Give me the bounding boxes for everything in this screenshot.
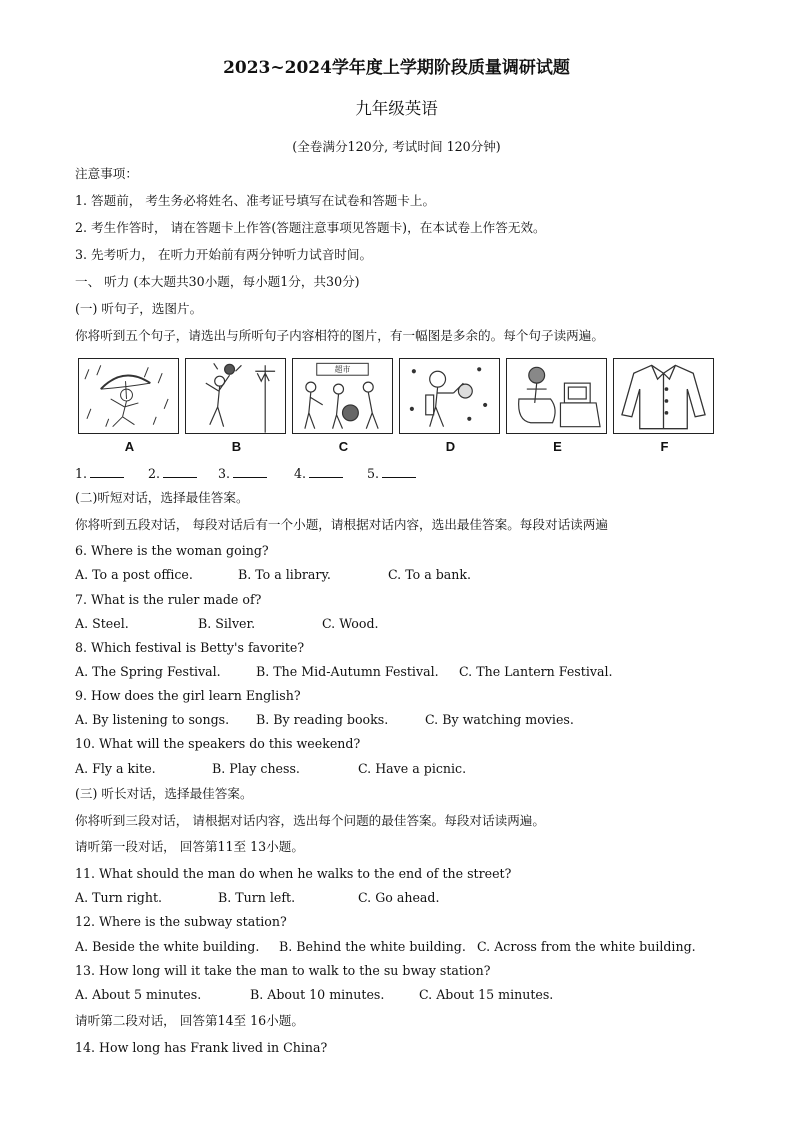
- part1-heading: 一、 听力 (本大题共30小题，每小题1分，共30分): [75, 274, 360, 289]
- supermarket-shoppers-icon: [292, 358, 393, 454]
- section3-heading: (三) 听长对话，选择最佳答案。: [75, 786, 253, 801]
- answer-blank-2[interactable]: [148, 465, 197, 482]
- blank-number: 3.: [218, 466, 231, 481]
- question-14: 14. How long has Frank lived in China?: [75, 1040, 328, 1055]
- notice-item: 3. 先考听力， 在听力开始前有两分钟听力试音时间。: [75, 247, 373, 262]
- picture-label: B: [231, 439, 242, 454]
- basketball-player-icon: [185, 358, 286, 454]
- picture-label: C: [338, 439, 349, 454]
- option-c: C. About 15 minutes.: [419, 987, 554, 1002]
- question-12: 12. Where is the subway station?: [75, 914, 287, 929]
- blank-number: 5.: [367, 466, 380, 481]
- question-7: 7. What is the ruler made of?: [75, 592, 262, 607]
- question-8: 8. Which festival is Betty's favorite?: [75, 640, 305, 655]
- jacket-icon: [613, 358, 714, 454]
- exam-note: (全卷满分120分, 考试时间 120分钟): [292, 139, 501, 154]
- answer-blank-5[interactable]: [367, 465, 416, 482]
- question-9: 9. How does the girl learn English?: [75, 688, 301, 703]
- question-10: 10. What will the speakers do this weekend?: [75, 736, 361, 751]
- option-a: A. Steel.: [75, 616, 129, 631]
- subject-title: 九年级英语: [355, 99, 438, 118]
- option-c: C. Go ahead.: [358, 890, 440, 905]
- answer-blank-4[interactable]: [294, 465, 343, 482]
- question-13: 13. How long will it take the man to walk to the su bway station?: [75, 963, 491, 978]
- picture-options: [78, 358, 714, 454]
- option-c: C. To a bank.: [388, 567, 472, 582]
- section3-instruction: 你将听到三段对话， 请根据对话内容，选出每个问题的最佳答案。每段对话读两遍。: [75, 813, 545, 828]
- section2-instruction: 你将听到五段对话， 每段对话后有一个小题，请根据对话内容，选出最佳答案。每段对话读两遍: [75, 517, 608, 532]
- option-b: B. Turn left.: [218, 890, 296, 905]
- option-b: B. Silver.: [198, 616, 256, 631]
- section1-heading: (一) 听句子，选图片。: [75, 301, 203, 316]
- boy-computer-icon: [506, 358, 607, 454]
- girl-lantern-icon: [399, 358, 500, 454]
- option-a: A. The Spring Festival.: [75, 664, 221, 679]
- question-6: 6. Where is the woman going?: [75, 543, 269, 558]
- blank-number: 4.: [294, 466, 307, 481]
- option-a: A. Turn right.: [75, 890, 163, 905]
- question-11: 11. What should the man do when he walks to the end of the street?: [75, 866, 512, 881]
- answer-blank-1[interactable]: [75, 465, 124, 482]
- blank-number: 2.: [148, 466, 161, 481]
- option-c: C. Across from the white building.: [477, 939, 696, 954]
- option-a: A. Beside the white building.: [75, 939, 260, 954]
- blank-line: [233, 465, 267, 478]
- notice-item: 2. 考生作答时， 请在答题卡上作答(答题注意事项见答题卡)，在本试卷上作答无效。: [75, 220, 546, 235]
- dialogue-group-1: 请听第一段对话， 回答第11至 13小题。: [75, 839, 304, 854]
- option-b: B. About 10 minutes.: [250, 987, 385, 1002]
- option-a: A. To a post office.: [75, 567, 193, 582]
- picture-label: D: [445, 439, 456, 454]
- rain-umbrella-icon: [78, 358, 179, 454]
- option-b: B. By reading books.: [256, 712, 389, 727]
- blank-line: [90, 465, 124, 478]
- blank-line: [382, 465, 416, 478]
- blank-number: 1.: [75, 466, 88, 481]
- picture-label: A: [124, 439, 135, 454]
- notice-heading: 注意事项：: [75, 166, 138, 181]
- option-b: B. The Mid-Autumn Festival.: [256, 664, 439, 679]
- option-a: A. By listening to songs.: [75, 712, 230, 727]
- dialogue-group-2: 请听第二段对话， 回答第14至 16小题。: [75, 1013, 304, 1028]
- option-c: C. Wood.: [322, 616, 379, 631]
- picture-label: F: [660, 439, 669, 454]
- answer-blank-3[interactable]: [218, 465, 267, 482]
- option-a: A. Fly a kite.: [75, 761, 156, 776]
- option-b: B. To a library.: [238, 567, 331, 582]
- section1-instruction: 你将听到五个句子，请选出与所听句子内容相符的图片，有一幅图是多余的。每个句子读两遍。: [75, 328, 604, 343]
- picture-label: E: [553, 439, 562, 454]
- option-b: B. Play chess.: [212, 761, 300, 776]
- notice-item: 1. 答题前， 考生务必将姓名、准考证号填写在试卷和答题卡上。: [75, 193, 436, 208]
- blank-line: [163, 465, 197, 478]
- option-b: B. Behind the white building.: [279, 939, 466, 954]
- page-title: 2023~2024学年度上学期阶段质量调研试题: [223, 58, 570, 78]
- section2-heading: (二)听短对话，选择最佳答案。: [75, 490, 249, 505]
- option-a: A. About 5 minutes.: [75, 987, 202, 1002]
- option-c: C. By watching movies.: [425, 712, 574, 727]
- blank-line: [309, 465, 343, 478]
- option-c: C. The Lantern Festival.: [459, 664, 613, 679]
- store-sign: 超市: [334, 365, 351, 375]
- option-c: C. Have a picnic.: [358, 761, 467, 776]
